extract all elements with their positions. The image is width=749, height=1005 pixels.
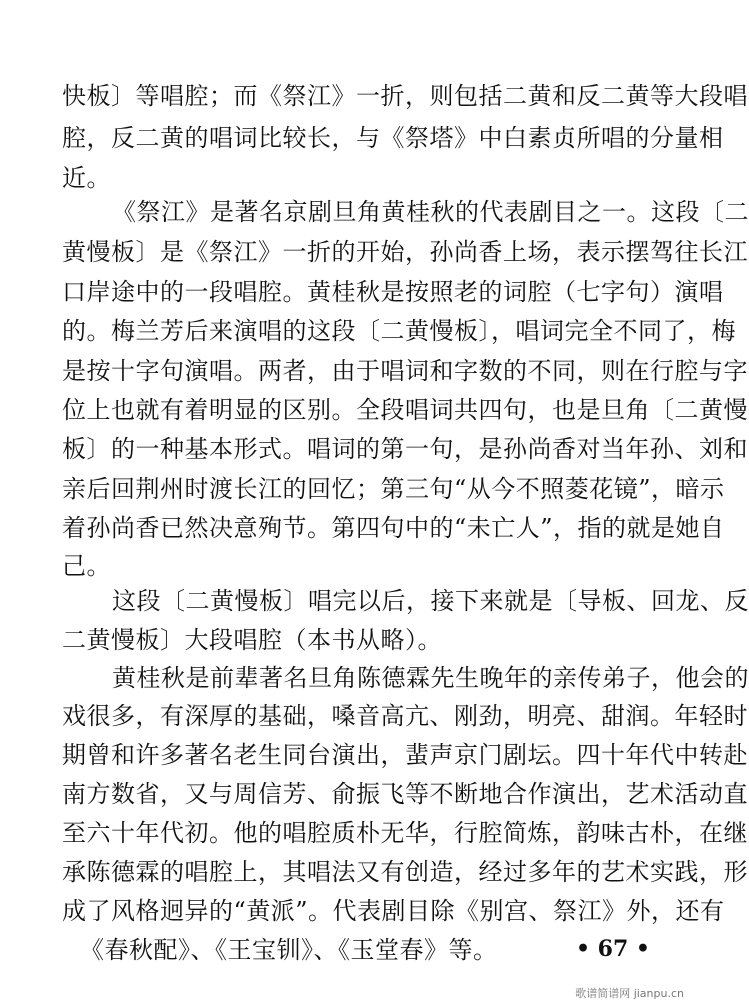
text-line-12: 着孙尚香已然决意殉节。第四句中的“未亡人”，指的就是她自 <box>62 514 725 542</box>
text-line-13: 己。 <box>62 552 111 580</box>
text-line-22: 成了风格迥异的“黄派”。代表剧目除《别宫、祭江》外，还有 <box>62 897 725 925</box>
page-number: • 67 • <box>575 936 650 962</box>
text-line-19: 南方数省，又与周信芳、俞振飞等不断地合作演出，艺术活动直 <box>62 780 748 808</box>
text-line-18: 期曾和许多著名老生同台演出，蜚声京门剧坛。四十年代中转赴 <box>62 741 748 769</box>
watermark: 歌谱简谱网 jianpu.cn <box>575 987 684 1000</box>
text-line-10: 板〕的一种基本形式。唱词的第一句，是孙尚香对当年孙、刘和 <box>62 435 748 463</box>
text-line-7: 的。梅兰芳后来演唱的这段〔二黄慢板〕，唱词完全不同了，梅 <box>62 317 736 345</box>
text-line-23: 《春秋配》、《王宝钏》、《玉堂春》等。 <box>80 936 498 964</box>
text-line-9: 位上也就有着明显的区别。全段唱词共四句，也是旦角〔二黄慢 <box>62 396 748 424</box>
text-line-5: 黄慢板〕是《祭江》一折的开始，孙尚香上场，表示摆驾往长江 <box>62 238 748 266</box>
text-line-17: 戏很多，有深厚的基础，嗓音高亢、刚劲，明亮、甜润。年轻时 <box>62 702 748 730</box>
text-line-2: 腔，反二黄的唱词比较长，与《祭塔》中白素贞所唱的分量相 <box>62 124 724 152</box>
text-line-8: 是按十字句演唱。两者，由于唱词和字数的不同，则在行腔与字 <box>62 357 748 385</box>
text-line-6: 口岸途中的一段唱腔。黄桂秋是按照老的词腔（七字句）演唱 <box>62 278 724 306</box>
text-line-4: 《祭江》是著名京剧旦角黄桂秋的代表剧目之一。这段〔二 <box>112 198 749 226</box>
text-line-11: 亲后回荆州时渡长江的回忆；第三句“从今不照菱花镜”，暗示 <box>62 475 725 503</box>
text-line-14: 这段〔二黄慢板〕唱完以后，接下来就是〔导板、回龙、反 <box>112 587 749 615</box>
text-line-20: 至六十年代初。他的唱腔质朴无华，行腔简炼，韵味古朴，在继 <box>62 819 748 847</box>
text-line-1: 快板〕等唱腔；而《祭江》一折，则包括二黄和反二黄等大段唱 <box>62 82 748 110</box>
text-line-21: 承陈德霖的唱腔上，其唱法又有创造，经过多年的艺术实践，形 <box>62 858 748 886</box>
text-line-15: 二黄慢板〕大段唱腔（本书从略）。 <box>62 626 442 654</box>
text-line-16: 黄桂秋是前辈著名旦角陈德霖先生晚年的亲传弟子，他会的 <box>112 664 749 692</box>
text-line-3: 近。 <box>62 164 111 192</box>
